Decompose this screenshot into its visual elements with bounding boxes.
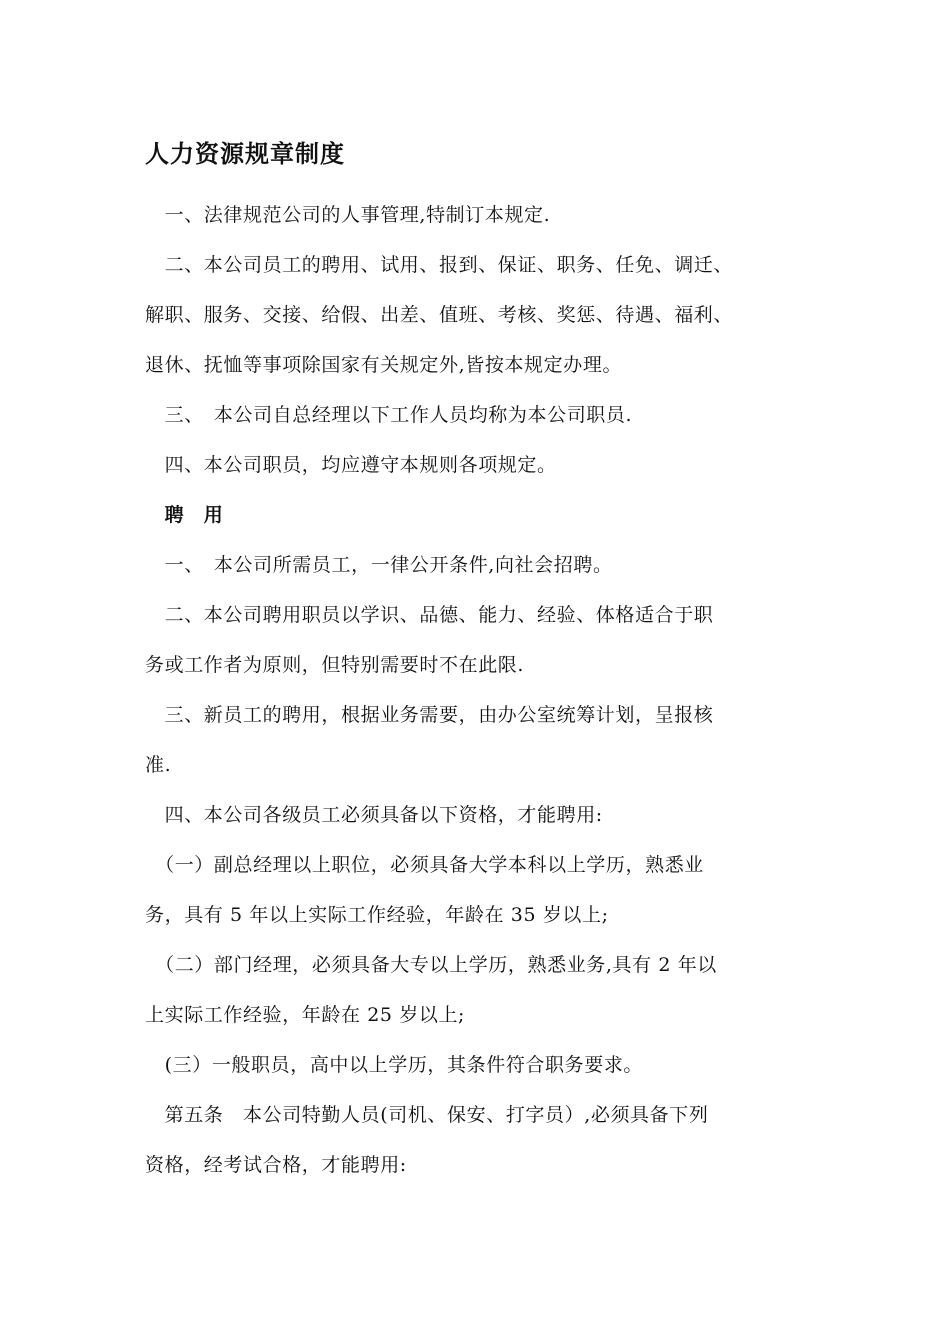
document-title: 人力资源规章制度 (145, 140, 345, 168)
paragraph-line: 三、 本公司自总经理以下工作人员均称为本公司职员. (145, 404, 633, 426)
paragraph-line: 务或工作者为原则，但特别需要时不在此限. (145, 654, 525, 676)
paragraph-line: 资格，经考试合格，才能聘用: (145, 1154, 407, 1176)
paragraph-line: 二、本公司聘用职员以学识、品德、能力、经验、体格适合于职 (145, 604, 714, 626)
section-heading: 聘 用 (145, 504, 224, 526)
paragraph-line: 一、法律规范公司的人事管理,特制订本规定. (145, 204, 551, 226)
paragraph-line: 二、本公司员工的聘用、试用、报到、保证、职务、任免、调迁、 (145, 254, 734, 276)
paragraph-line: （一）副总经理以上职位，必须具备大学本科以上学历，熟悉业 (145, 854, 704, 876)
paragraph-line: （二）部门经理，必须具备大专以上学历，熟悉业务,具有 2 年以 (145, 954, 717, 976)
paragraph-line: 准. (145, 754, 172, 776)
paragraph-line: 三、新员工的聘用，根据业务需要，由办公室统筹计划，呈报核 (145, 704, 714, 726)
paragraph-line: 四、本公司各级员工必须具备以下资格，才能聘用: (145, 804, 603, 826)
paragraph-line: 上实际工作经验，年龄在 25 岁以上; (145, 1004, 466, 1026)
paragraph-line: (三）一般职员，高中以上学历，其条件符合职务要求。 (145, 1054, 644, 1076)
paragraph-line: 务，具有 5 年以上实际工作经验，年龄在 35 岁以上; (145, 904, 609, 926)
paragraph-line: 退休、抚恤等事项除国家有关规定外,皆按本规定办理。 (145, 354, 623, 376)
paragraph-line: 一、 本公司所需员工，一律公开条件,向社会招聘。 (145, 554, 613, 576)
paragraph-line: 第五条 本公司特勤人员(司机、保安、打字员）,必须具备下列 (145, 1104, 709, 1126)
paragraph-line: 四、本公司职员，均应遵守本规则各项规定。 (145, 454, 557, 476)
paragraph-line: 解职、服务、交接、给假、出差、值班、考核、奖惩、待遇、福利、 (145, 304, 734, 326)
